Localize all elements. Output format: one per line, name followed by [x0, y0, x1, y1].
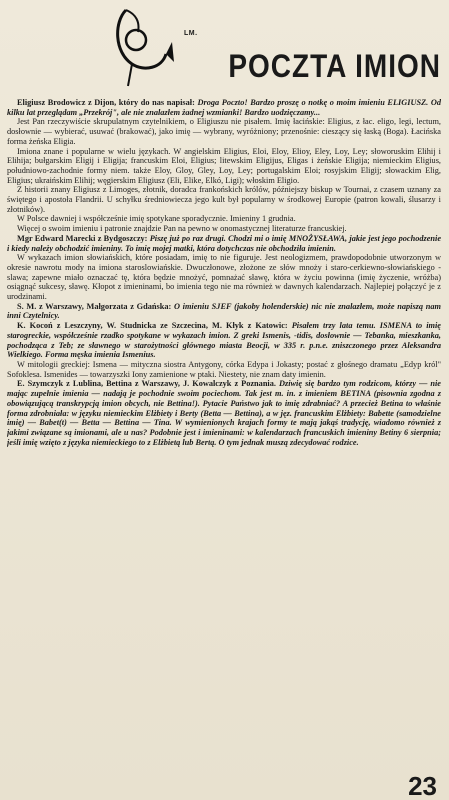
letter-sender: Mgr Edward Marecki z Bydgoszczy:	[17, 233, 148, 243]
page-number: 23	[408, 771, 437, 800]
column-header	[0, 0, 449, 96]
letter-question	[7, 302, 441, 321]
letter-question	[7, 234, 441, 253]
letter-text: Droga Poczto! Bardzo proszę o notkę o moim imieniu ELIGIUSZ. Od kilku lat przeglądam „Przekrój", ale nie znalazłem żadnej wzmianki! Bardzo uodzięczamy...	[7, 98, 441, 117]
page-title: POCZTA IMION	[228, 48, 441, 84]
answer-paragraph: Jest Pan rzeczywiście skrupulatnym czytelnikiem, o Eligiuszu nie pisałem. Imię łacińskie: Eligius, z łac. eligo, legi, lectum, dosłownie — wybierać, usuwać (brakować), jako imię — wybrany, wyróżniony; przenośnie: cieszący się łaską (Boga). Łacińska forma żeńska Eligia.	[7, 117, 441, 146]
answer-paragraph: W wykazach imion słowiańskich, które posiadam, imię to nie figuruje. Jest neologizmem, prawdopodobnie utworzonym w okresie nawrotu mody na imiona staroslowiańskie. Dwuczłonowe, złożone ze słów mnoży i staro-cerkiewno-słowiańskiego -slawa; zapewne miało oznaczać tę, która będzie mnożyć, pomnażać sławę, która w życiu powinna (imię życzenie, wróżba) osiągnąć sukcesy, sławę. Kłopot z imieninami, bo imienia tego nie ma również w dawnych kalendarzach. Najlepiej połączyć je z urodzinami.	[7, 253, 441, 302]
letter-text: Dziwię się bardzo tym rodzicom, którzy — nie mając zupełnie imienia — nadają je pochodnie swoim pociechom. Tak jest m. in. z imieniem BETINA (pisownia zgodna z obowiązującą transkrypcją imion obcych, nie Bettina!). Pytacie Państwo jak to imię zdrabniać? A przecież Betina to właśnie forma zdrobniała: w języku niemieckim Elżbiety i Berty (Betta — Bettina), a w jęz. francuskim Elżbiety: Babette (samodzielne imię) — Babet(t) — Betta — Bettina — Tina. W wymienionych krajach formy te mają jakąś tradycję, wiadomo również z jakimi związane są imionami, ale u nas? Podobnie jest i imieninami: w kalendarzach francuskich imieniny Betiny 6 sierpnia; jeśli imię wzięto z języka niemieckiego to z Elżbietą lub Bertą. O tym jednak muszą zdecydować rodzice.	[7, 379, 441, 447]
letter-question	[7, 321, 441, 360]
letter-sender: E. Szymczyk z Lublina, Bettina z Warszawy, J. Kowalczyk z Poznania.	[17, 379, 276, 389]
letter-text: O imieniu SJEF (jakoby holenderskie) nic nie znalazłem, może napiszą nam inni Czytelnicy.	[7, 301, 441, 321]
letter-sender: S. M. z Warszawy, Małgorzata z Gdańska:	[17, 301, 172, 311]
author-initials: LM.	[184, 30, 198, 37]
answer-paragraph: Imiona znane i popularne w wielu językach. W angielskim Eligius, Eloi, Eloy, Elioy, Eley, Loy, Ley; słoworuskim Elihij i Elihija; bułgarskim Eligij i Eligija; francuskim Eloi, Eligius; litewskim Eligijus, Eligas i żeńskie Eligija; niemieckim Eligius, południowo-zachodnie formy niem. także Eloy, Gloy, Gley, Loy, Ley; portugalskim Eloi; rosyjskim Eligij; słowackim Elig, Eligius; ukraińskim Elihij; węgierskim Eligiusz (Eli, Elike, Elkó, Ligi); włoskim Eligio.	[7, 146, 441, 185]
post-horn-icon	[106, 2, 176, 92]
letter-sender: Eligiusz Brodowicz z Dijon, który do nas napisał:	[17, 98, 195, 107]
letter-text: Piszę już po raz drugi. Chodzi mi o imię MNOŻYSŁAWA, jakie jest jego pochodzenie i kiedy należy obchodzić imieniny. To imię mojej matki, która dotychczas nie obchodziła imienin.	[7, 233, 441, 253]
answer-paragraph: Więcej o swoim imieniu i patronie znajdzie Pan na pewno w onomastycznej literaturze francuskiej.	[17, 224, 347, 234]
letter-sender: K. Kocoń z Leszczyny, W. Studnicka ze Szczecina, M. Kłyk z Katowic:	[17, 321, 288, 331]
letter-question	[7, 379, 441, 447]
letter-question	[7, 98, 441, 117]
answer-paragraph: W mitologii greckiej: Ismena — mityczna siostra Antygony, córka Edypa i Jokasty; postać z głośnego dramatu „Edyp król" Sofoklesa. Ismenides — towarzyszki Ionу zamienione w ptaki. Niestety, nie znam daty imienin.	[7, 359, 441, 379]
answer-paragraph: Z historii znany Eligiusz z Limoges, złotnik, doradca frankońskich królów, późniejszy biskup w Tournai, z czasem uznany za świętego i apostoła Flandrii. U schyłku średniowiecza jego kult był popularny w środkowej Europie (patron kowali, ślusarzy i złotników).	[7, 185, 441, 214]
answer-paragraph: W Polsce dawniej i współcześnie imię spotykane sporadycznie. Imieniny 1 grudnia.	[17, 214, 296, 224]
letter-text: Pisałem trzy lata temu. ISMENA to imię starogreckie, współcześnie rzadko spotykane w wykazach imion. Z greki Ismenis, -tidis, dosłownie — Tebanka, mieszkanka, pochodząca z Teb; ze sławnego w starożytności głównego miasta Beocji, w 335 r. p.n.e. zniszczonego przez Aleksandra Wielkiego. Forma męska imienia Ismenius.	[7, 321, 441, 360]
article-body	[7, 98, 441, 778]
